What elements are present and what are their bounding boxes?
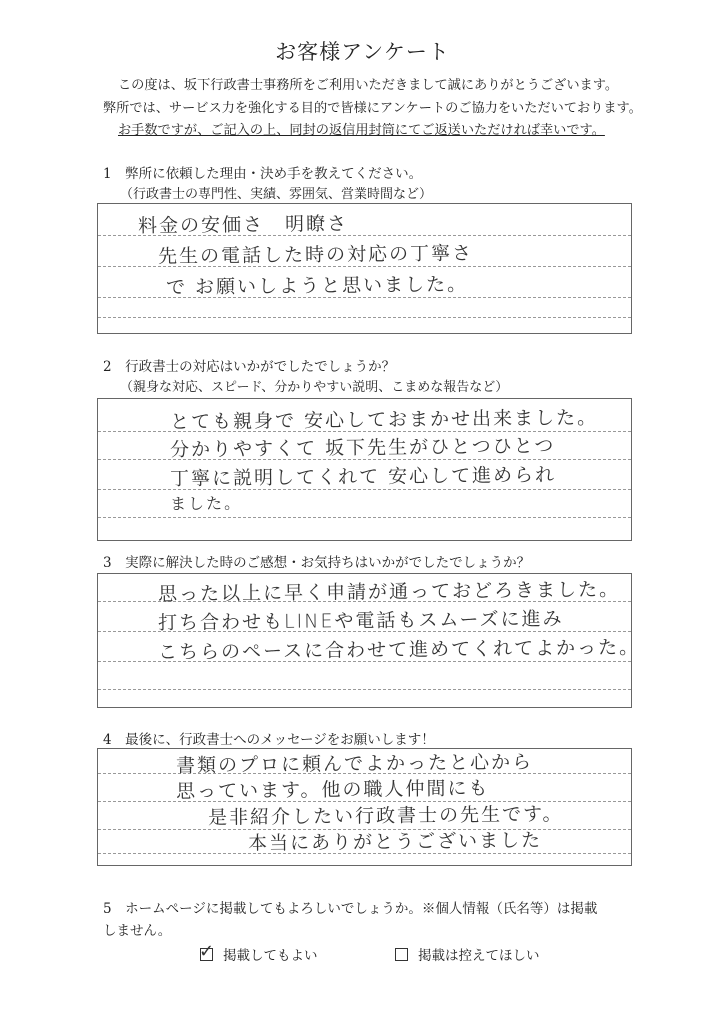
intro-line-2: 弊所では、サービス力を強化する目的で皆様にアンケートのご協力をいただいております。 — [103, 101, 642, 116]
answer-2-line-4: ました。 — [169, 493, 243, 514]
answer-4-line-1: 書類のプロに頼んでよかったと心から — [175, 751, 534, 777]
intro-line-1: この度は、坂下行政書士事務所をご利用いただきまして誠にありがとうございます。 — [118, 78, 619, 93]
question-2: 2 行政書士の対応はいかがでしたでしょうか？ — [103, 359, 396, 375]
check-mark-icon: ✓ — [199, 941, 215, 962]
question-1: 1 弊所に依頼した理由・決め手を教えてください。 — [103, 166, 423, 182]
answer-3-line-2: 打ち合わせもLINEや電話もスムーズに進み — [157, 607, 564, 635]
question-4: 4 最後に、行政書士へのメッセージをお願いします！ — [103, 732, 435, 748]
checkbox-allow[interactable] — [199, 941, 215, 962]
answer-1-line-1: 料金の安価さ 明瞭さ — [137, 212, 349, 238]
question-5: 5 ホームページに掲載してもよろしいでしょうか。※個人情報（氏名等）は掲載 — [103, 901, 598, 917]
question-2-hint: （親身な対応、スピード、分かりやすい説明、こまめな報告など） — [120, 380, 509, 395]
answer-box-1 — [97, 203, 632, 334]
question-3: 3 実際に解決した時のご感想・お気持ちはいかがでしたでしょうか？ — [103, 555, 531, 571]
answer-2-line-2: 分かりやすくて 坂下先生がひとつひとつ — [169, 434, 556, 462]
intro-line-3: お手数ですが、ご記入の上、同封の返信用封筒にてご返送いただければ幸いです。 — [118, 123, 605, 138]
answer-box-3 — [97, 573, 641, 708]
answer-box-2 — [97, 398, 632, 541]
option-allow[interactable] — [199, 941, 318, 964]
question-1-hint: （行政書士の専門性、実績、雰囲気、営業時間など） — [120, 187, 433, 202]
answer-1-line-2: 先生の電話した時の対応の丁寧さ — [157, 242, 474, 268]
answer-3-line-3: こちらのペースに合わせて進めてくれてよかった。 — [157, 636, 641, 664]
checkbox-decline[interactable] — [395, 948, 408, 961]
answer-4-line-2: 思っています。他の職人仲間にも — [175, 777, 490, 803]
answer-4-line-4: 本当にありがとうございました — [247, 829, 543, 855]
answer-2-line-1: とても親身で 安心しておまかせ出来ました。 — [169, 406, 599, 434]
page-title: お客様アンケート — [275, 40, 450, 64]
option-decline-label: 掲載は控えてほしい — [418, 948, 540, 964]
answer-2-line-3: 丁寧に説明してくれて 安心して進められ — [169, 463, 557, 491]
answer-1-line-3: で お願いしようと思いました。 — [165, 273, 469, 299]
option-allow-label: 掲載してもよい — [223, 948, 318, 964]
question-5-cont: しません。 — [103, 923, 172, 939]
answer-3-line-1: 思った以上に早く申請が通っておどろきました。 — [157, 578, 621, 606]
option-decline[interactable] — [395, 944, 540, 964]
answer-box-4 — [97, 748, 632, 866]
answer-4-line-3: 是非紹介したい行政書士の先生です。 — [207, 803, 564, 829]
